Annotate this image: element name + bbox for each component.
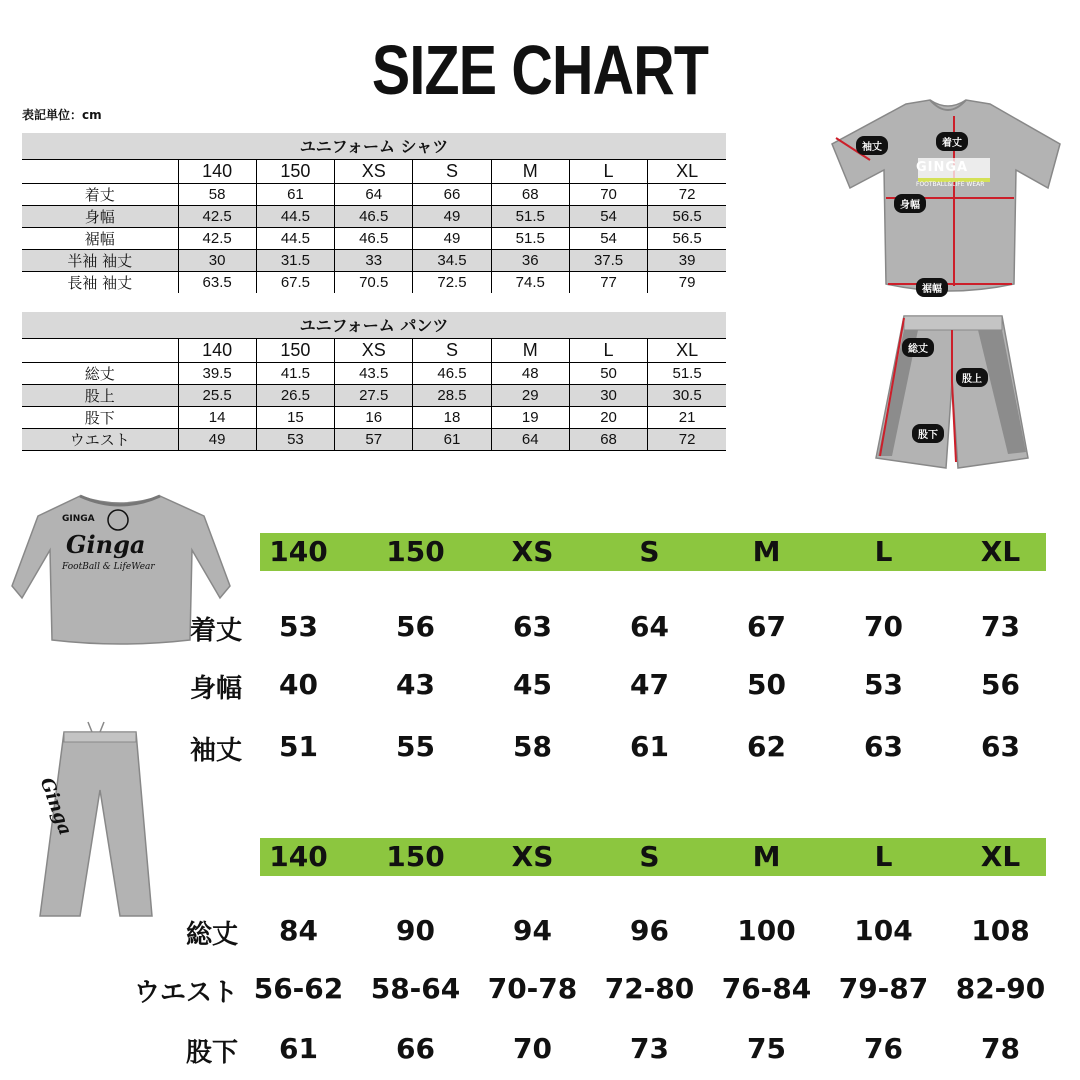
length-tag: 着丈 bbox=[936, 132, 968, 151]
value-cell: 67 bbox=[747, 610, 786, 643]
value-cell: 64 bbox=[630, 610, 669, 643]
value-cell: 46.5 bbox=[335, 227, 413, 249]
sweat-logo: GINGA bbox=[62, 514, 95, 524]
row-label: 股上 bbox=[22, 384, 178, 406]
shirt-table-heading: ユニフォーム シャツ bbox=[22, 133, 726, 159]
value-cell: 28.5 bbox=[413, 384, 491, 406]
inseam-tag: 股下 bbox=[912, 424, 944, 443]
value-cell: 39 bbox=[648, 249, 726, 271]
shirt-logo: GINGA bbox=[916, 160, 969, 175]
size-cell: XS bbox=[335, 338, 413, 362]
shorts-illustration bbox=[868, 312, 1038, 472]
value-cell: 63 bbox=[864, 730, 903, 763]
row-label: 身幅 bbox=[189, 674, 242, 704]
value-cell: 46.5 bbox=[413, 362, 491, 384]
value-cell: 44.5 bbox=[256, 227, 334, 249]
value-cell: 53 bbox=[864, 668, 903, 701]
shirt-size-table bbox=[22, 133, 726, 293]
value-cell: 63 bbox=[513, 610, 552, 643]
pants-script-logo: Ginga bbox=[35, 774, 76, 839]
size-cell: 150 bbox=[386, 535, 445, 568]
value-cell: 72 bbox=[648, 183, 726, 205]
table-row bbox=[22, 227, 726, 249]
row-label: 袖丈 bbox=[189, 736, 242, 766]
value-cell: 42.5 bbox=[178, 205, 256, 227]
value-cell: 16 bbox=[335, 406, 413, 428]
sleeve-tag: 袖丈 bbox=[856, 136, 888, 155]
table-row bbox=[22, 362, 726, 384]
value-cell: 48 bbox=[491, 362, 569, 384]
pants-table-heading: ユニフォーム パンツ bbox=[22, 312, 726, 338]
value-cell: 25.5 bbox=[178, 384, 256, 406]
size-cell: M bbox=[752, 535, 781, 568]
row-label: 裾幅 bbox=[84, 229, 115, 248]
value-cell: 63.5 bbox=[178, 271, 256, 293]
row-label: 総丈 bbox=[84, 364, 115, 383]
value-cell: 29 bbox=[491, 384, 569, 406]
value-cell: 70 bbox=[513, 1032, 552, 1065]
rise-tag: 股上 bbox=[956, 368, 988, 387]
value-cell: 84 bbox=[279, 914, 318, 947]
value-cell: 18 bbox=[413, 406, 491, 428]
shirt-size-header-row bbox=[22, 159, 726, 183]
value-cell: 100 bbox=[737, 914, 796, 947]
value-cell: 57 bbox=[335, 428, 413, 450]
value-cell: 40 bbox=[279, 668, 318, 701]
value-cell: 54 bbox=[569, 205, 647, 227]
size-cell: 150 bbox=[256, 159, 334, 183]
size-cell: 150 bbox=[386, 840, 445, 873]
value-cell: 72.5 bbox=[413, 271, 491, 293]
value-cell: 79 bbox=[648, 271, 726, 293]
row-label: 股下 bbox=[84, 408, 115, 427]
size-cell: S bbox=[639, 535, 660, 568]
size-cell: 140 bbox=[178, 338, 256, 362]
table-row bbox=[22, 428, 726, 450]
unit-note: 表記単位：cm bbox=[22, 108, 102, 122]
value-cell: 104 bbox=[854, 914, 913, 947]
value-cell: 53 bbox=[279, 610, 318, 643]
value-cell: 56.5 bbox=[648, 205, 726, 227]
shirt-illustration bbox=[828, 98, 1068, 298]
value-cell: 77 bbox=[569, 271, 647, 293]
size-cell: 140 bbox=[269, 535, 328, 568]
size-cell: L bbox=[569, 159, 647, 183]
row-label: ウエスト bbox=[22, 428, 178, 450]
value-cell: 51 bbox=[279, 730, 318, 763]
size-cell: L bbox=[874, 535, 893, 568]
value-cell: 54 bbox=[569, 227, 647, 249]
row-label: ウエスト bbox=[133, 978, 238, 1008]
value-cell: 68 bbox=[491, 183, 569, 205]
hem-tag: 裾幅 bbox=[916, 278, 948, 297]
header-blank bbox=[22, 338, 178, 362]
value-cell: 41.5 bbox=[256, 362, 334, 384]
value-cell: 21 bbox=[648, 406, 726, 428]
row-label: 着丈 bbox=[84, 185, 115, 204]
value-cell: 55 bbox=[396, 730, 435, 763]
value-cell: 30.5 bbox=[648, 384, 726, 406]
shorts-drawing bbox=[868, 312, 1038, 472]
value-cell: 49 bbox=[413, 227, 491, 249]
pants-size-header-row bbox=[22, 338, 726, 362]
size-cell: M bbox=[491, 159, 569, 183]
total-length-tag: 総丈 bbox=[902, 338, 934, 357]
value-cell: 15 bbox=[256, 406, 334, 428]
value-cell: 72 bbox=[648, 428, 726, 450]
value-cell: 51.5 bbox=[648, 362, 726, 384]
value-cell: 66 bbox=[413, 183, 491, 205]
value-cell: 108 bbox=[971, 914, 1030, 947]
value-cell: 64 bbox=[335, 183, 413, 205]
value-cell: 70.5 bbox=[335, 271, 413, 293]
value-cell: 94 bbox=[513, 914, 552, 947]
value-cell: 36 bbox=[491, 249, 569, 271]
value-cell: 73 bbox=[981, 610, 1020, 643]
value-cell: 34.5 bbox=[413, 249, 491, 271]
value-cell: 73 bbox=[630, 1032, 669, 1065]
table-row bbox=[22, 271, 726, 293]
size-cell: S bbox=[413, 159, 491, 183]
value-cell: 30 bbox=[178, 249, 256, 271]
value-cell: 61 bbox=[630, 730, 669, 763]
sweat-script-tagline: FootBall & LifeWear bbox=[62, 562, 155, 572]
value-cell: 56-62 bbox=[253, 972, 344, 1005]
size-cell: L bbox=[569, 338, 647, 362]
value-cell: 58 bbox=[513, 730, 552, 763]
value-cell: 33 bbox=[335, 249, 413, 271]
value-cell: 56 bbox=[396, 610, 435, 643]
size-cell: XS bbox=[511, 535, 554, 568]
value-cell: 43 bbox=[396, 668, 435, 701]
value-cell: 76-84 bbox=[721, 972, 812, 1005]
value-cell: 82-90 bbox=[955, 972, 1046, 1005]
value-cell: 70 bbox=[864, 610, 903, 643]
value-cell: 79-87 bbox=[838, 972, 929, 1005]
shirt-tagline: FOOTBALL&LIFE WEAR bbox=[916, 181, 985, 188]
value-cell: 50 bbox=[747, 668, 786, 701]
table-row bbox=[22, 183, 726, 205]
row-label: 半袖 袖丈 bbox=[22, 249, 178, 271]
value-cell: 51.5 bbox=[491, 227, 569, 249]
value-cell: 61 bbox=[413, 428, 491, 450]
sweat-script-logo: Ginga bbox=[66, 530, 146, 559]
page-title: SIZE CHART bbox=[371, 31, 709, 109]
value-cell: 51.5 bbox=[491, 205, 569, 227]
size-cell: L bbox=[874, 840, 893, 873]
pants-size-table bbox=[22, 312, 726, 451]
size-cell: M bbox=[491, 338, 569, 362]
table-row bbox=[22, 406, 726, 428]
size-cell: XL bbox=[980, 535, 1021, 568]
value-cell: 26.5 bbox=[256, 384, 334, 406]
row-label: 身幅 bbox=[22, 205, 178, 227]
value-cell: 96 bbox=[630, 914, 669, 947]
value-cell: 61 bbox=[279, 1032, 318, 1065]
value-cell: 39.5 bbox=[178, 362, 256, 384]
value-cell: 74.5 bbox=[491, 271, 569, 293]
shirt-drawing bbox=[828, 98, 1068, 298]
value-cell: 27.5 bbox=[335, 384, 413, 406]
value-cell: 64 bbox=[491, 428, 569, 450]
value-cell: 62 bbox=[747, 730, 786, 763]
size-cell: XL bbox=[648, 338, 726, 362]
size-cell: 140 bbox=[178, 159, 256, 183]
value-cell: 75 bbox=[747, 1032, 786, 1065]
width-tag: 身幅 bbox=[894, 194, 926, 213]
table-row bbox=[22, 249, 726, 271]
value-cell: 49 bbox=[413, 205, 491, 227]
size-cell: S bbox=[413, 338, 491, 362]
header-blank bbox=[22, 159, 178, 183]
size-cell: XL bbox=[980, 840, 1021, 873]
value-cell: 20 bbox=[569, 406, 647, 428]
size-cell: XS bbox=[511, 840, 554, 873]
row-label: 総丈 bbox=[185, 920, 238, 950]
value-cell: 47 bbox=[630, 668, 669, 701]
value-cell: 66 bbox=[396, 1032, 435, 1065]
table-row bbox=[22, 384, 726, 406]
value-cell: 44.5 bbox=[256, 205, 334, 227]
value-cell: 78 bbox=[981, 1032, 1020, 1065]
value-cell: 30 bbox=[569, 384, 647, 406]
value-cell: 46.5 bbox=[335, 205, 413, 227]
value-cell: 37.5 bbox=[569, 249, 647, 271]
value-cell: 58 bbox=[178, 183, 256, 205]
table-row bbox=[22, 205, 726, 227]
value-cell: 53 bbox=[256, 428, 334, 450]
value-cell: 68 bbox=[569, 428, 647, 450]
size-cell: XS bbox=[335, 159, 413, 183]
value-cell: 19 bbox=[491, 406, 569, 428]
value-cell: 43.5 bbox=[335, 362, 413, 384]
value-cell: 56 bbox=[981, 668, 1020, 701]
size-cell: XL bbox=[648, 159, 726, 183]
value-cell: 63 bbox=[981, 730, 1020, 763]
value-cell: 56.5 bbox=[648, 227, 726, 249]
sweatpants-illustration bbox=[30, 720, 160, 920]
value-cell: 58-64 bbox=[370, 972, 461, 1005]
size-cell: M bbox=[752, 840, 781, 873]
value-cell: 42.5 bbox=[178, 227, 256, 249]
size-cell: 140 bbox=[269, 840, 328, 873]
value-cell: 70-78 bbox=[487, 972, 578, 1005]
value-cell: 31.5 bbox=[256, 249, 334, 271]
row-label: 長袖 袖丈 bbox=[67, 273, 133, 292]
size-cell: 150 bbox=[256, 338, 334, 362]
value-cell: 14 bbox=[178, 406, 256, 428]
size-cell: S bbox=[639, 840, 660, 873]
value-cell: 76 bbox=[864, 1032, 903, 1065]
row-label: 着丈 bbox=[189, 616, 242, 646]
value-cell: 61 bbox=[256, 183, 334, 205]
value-cell: 49 bbox=[178, 428, 256, 450]
value-cell: 50 bbox=[569, 362, 647, 384]
value-cell: 72-80 bbox=[604, 972, 695, 1005]
value-cell: 90 bbox=[396, 914, 435, 947]
value-cell: 70 bbox=[569, 183, 647, 205]
row-label: 股下 bbox=[185, 1038, 238, 1068]
value-cell: 67.5 bbox=[256, 271, 334, 293]
value-cell: 45 bbox=[513, 668, 552, 701]
